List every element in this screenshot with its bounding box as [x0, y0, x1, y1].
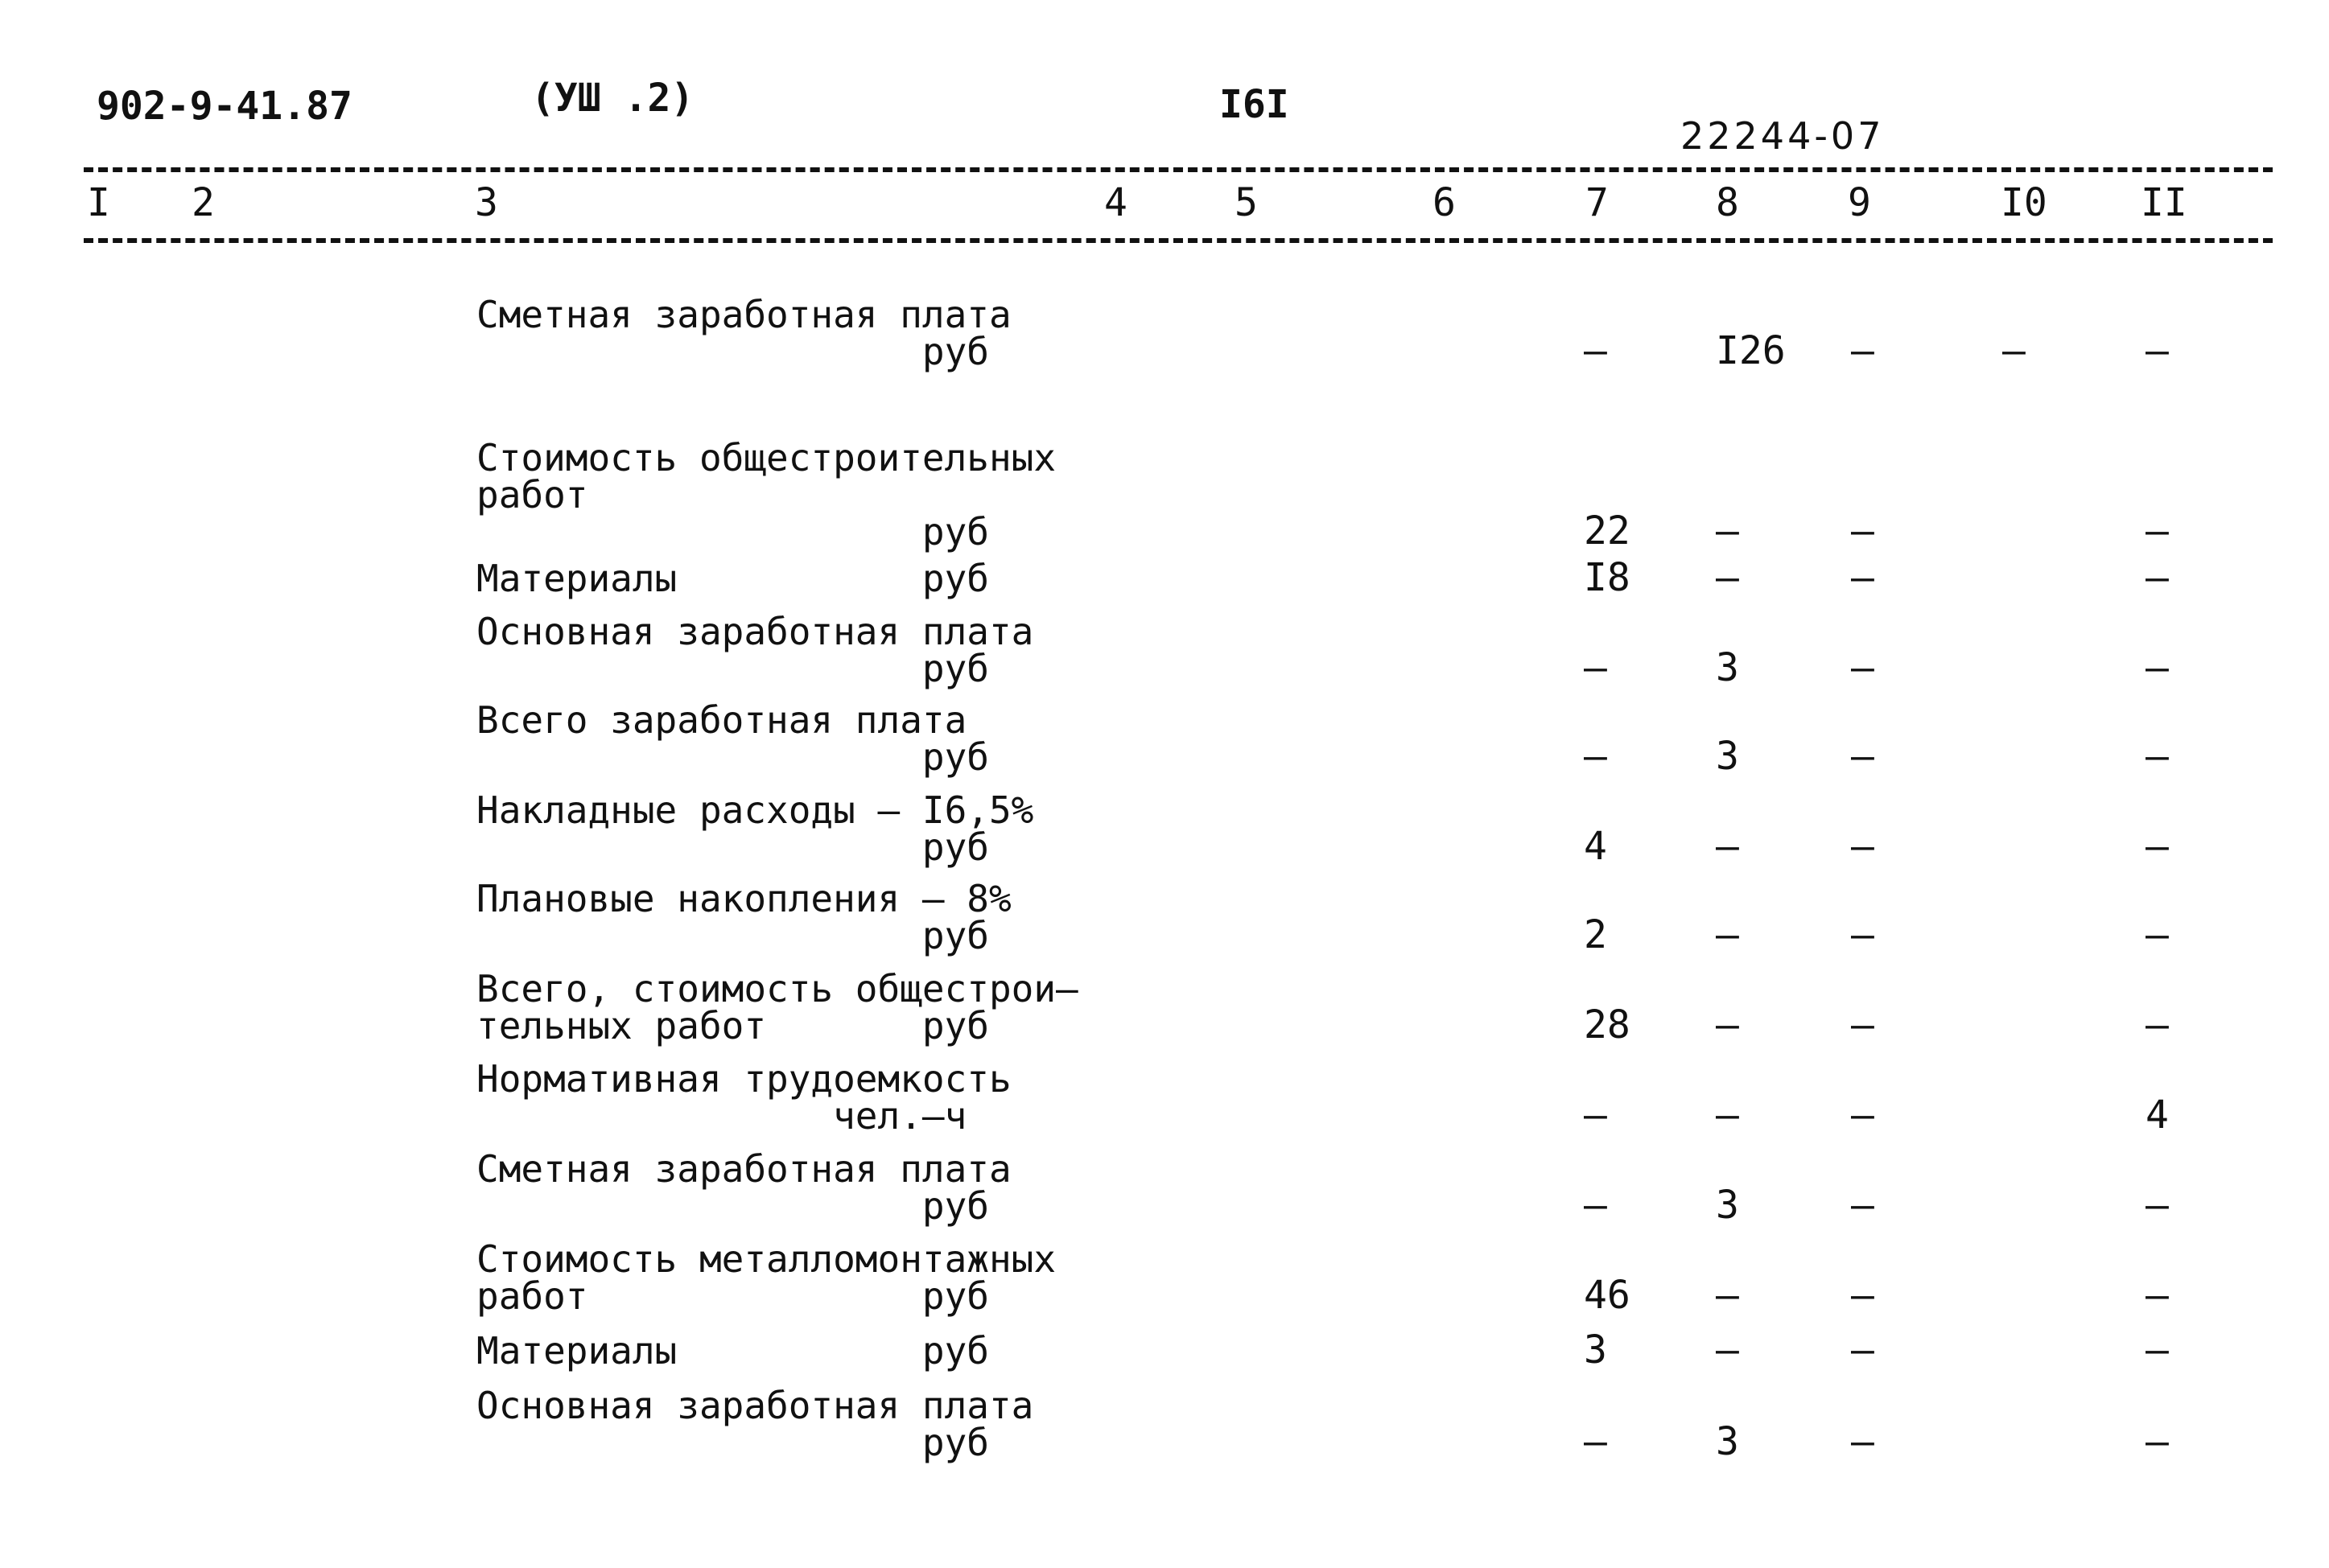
- cell-col-8: –: [1716, 1273, 1739, 1318]
- column-number: 4: [1104, 180, 1127, 225]
- cell-col-9: –: [1851, 1093, 1874, 1138]
- row-label-line: чел.–ч: [476, 1094, 967, 1138]
- column-number: 6: [1432, 180, 1456, 225]
- cell-col-9: –: [1851, 734, 1874, 779]
- cell-col-7: 2: [1584, 912, 1607, 957]
- bottom-dashed-rule: [84, 238, 2273, 243]
- cell-col-9: –: [1851, 508, 1874, 554]
- cell-col-11: –: [2146, 1273, 2169, 1318]
- cell-col-8: –: [1716, 1002, 1739, 1047]
- cell-col-7: –: [1584, 645, 1607, 690]
- cell-col-11: 4: [2146, 1093, 2169, 1138]
- column-number: 9: [1848, 180, 1871, 225]
- row-label-line: Всего заработная плата: [476, 698, 967, 742]
- cell-col-9: –: [1851, 824, 1874, 869]
- cell-col-10: –: [2002, 328, 2026, 373]
- cell-col-9: –: [1851, 1273, 1874, 1318]
- row-label-line: руб: [476, 510, 989, 554]
- cell-col-8: –: [1716, 912, 1739, 957]
- top-dashed-rule: [84, 167, 2273, 172]
- cell-col-8: 3: [1716, 1419, 1739, 1464]
- row-label-line: Основная заработная плата: [476, 610, 1034, 653]
- cell-col-9: –: [1851, 645, 1874, 690]
- cell-col-8: 3: [1716, 1183, 1739, 1228]
- cell-col-11: –: [2146, 734, 2169, 779]
- cell-col-7: –: [1584, 328, 1607, 373]
- cell-col-7: 46: [1584, 1273, 1630, 1318]
- row-label-line: Плановые накопления – 8%: [476, 877, 1012, 920]
- column-number: 5: [1235, 180, 1258, 225]
- cell-col-11: –: [2146, 912, 2169, 957]
- row-label-line: работ руб: [476, 1274, 989, 1318]
- row-label-line: Стоимость общестроительных: [476, 436, 1057, 479]
- row-label-line: руб: [476, 735, 989, 779]
- cell-col-8: –: [1716, 824, 1739, 869]
- cell-col-9: –: [1851, 1327, 1874, 1373]
- cell-col-11: –: [2146, 824, 2169, 869]
- cell-col-11: –: [2146, 645, 2169, 690]
- cell-col-11: –: [2146, 1183, 2169, 1228]
- row-label-line: Сметная заработная плата: [476, 1147, 1012, 1191]
- cell-col-9: –: [1851, 1002, 1874, 1047]
- row-label-line: руб: [476, 647, 989, 690]
- cell-col-7: I8: [1584, 555, 1630, 600]
- row-label-line: руб: [476, 825, 989, 869]
- row-label-line: Всего, стоимость общестрои–: [476, 967, 1078, 1010]
- cell-col-11: –: [2146, 1419, 2169, 1464]
- row-label-line: руб: [476, 1421, 989, 1464]
- cell-col-9: –: [1851, 555, 1874, 600]
- row-label-line: Материалы руб: [476, 1329, 989, 1373]
- cell-col-7: –: [1584, 734, 1607, 779]
- row-label-line: руб: [476, 1184, 989, 1228]
- document-code: 902-9-41.87: [97, 84, 352, 129]
- column-number: 7: [1585, 180, 1609, 225]
- cell-col-7: –: [1584, 1093, 1607, 1138]
- cell-col-8: I26: [1716, 328, 1786, 373]
- cell-col-11: –: [2146, 508, 2169, 554]
- row-label-line: Нормативная трудоемкость: [476, 1057, 1012, 1101]
- row-label-line: работ: [476, 473, 588, 516]
- row-label-line: Материалы руб: [476, 557, 989, 600]
- column-number: 8: [1716, 180, 1739, 225]
- column-number: I0: [2001, 180, 2047, 225]
- cell-col-9: –: [1851, 328, 1874, 373]
- row-label-line: Накладные расходы – I6,5%: [476, 788, 1034, 832]
- section-code: (УШ .2): [531, 76, 695, 121]
- cell-col-7: –: [1584, 1183, 1607, 1228]
- cell-col-7: –: [1584, 1419, 1607, 1464]
- column-number: 3: [475, 180, 498, 225]
- cell-col-11: –: [2146, 1327, 2169, 1373]
- cell-col-8: 3: [1716, 645, 1739, 690]
- row-label-line: руб: [476, 914, 989, 957]
- cell-col-7: 28: [1584, 1002, 1630, 1047]
- cell-col-7: 4: [1584, 824, 1607, 869]
- row-label-line: Сметная заработная плата: [476, 293, 1012, 336]
- row-label-line: Стоимость металломонтажных: [476, 1237, 1057, 1281]
- row-label-line: тельных работ руб: [476, 1004, 989, 1047]
- cell-col-11: –: [2146, 328, 2169, 373]
- cell-col-7: 22: [1584, 508, 1630, 554]
- row-label-line: Основная заработная плата: [476, 1384, 1034, 1427]
- cell-col-11: –: [2146, 1002, 2169, 1047]
- page-number: I6I: [1219, 82, 1289, 127]
- cell-col-8: –: [1716, 508, 1739, 554]
- cell-col-11: –: [2146, 555, 2169, 600]
- cell-col-9: –: [1851, 1419, 1874, 1464]
- cell-col-7: 3: [1584, 1327, 1607, 1373]
- cell-col-8: 3: [1716, 734, 1739, 779]
- column-number: 2: [192, 180, 215, 225]
- row-label-line: руб: [476, 330, 989, 373]
- column-number: II: [2141, 180, 2187, 225]
- cell-col-9: –: [1851, 1183, 1874, 1228]
- cell-col-8: –: [1716, 1327, 1739, 1373]
- cell-col-9: –: [1851, 912, 1874, 957]
- registration-stamp-number: 22244-07: [1680, 114, 1885, 158]
- cell-col-8: –: [1716, 1093, 1739, 1138]
- cell-col-8: –: [1716, 555, 1739, 600]
- column-number: I: [87, 180, 110, 225]
